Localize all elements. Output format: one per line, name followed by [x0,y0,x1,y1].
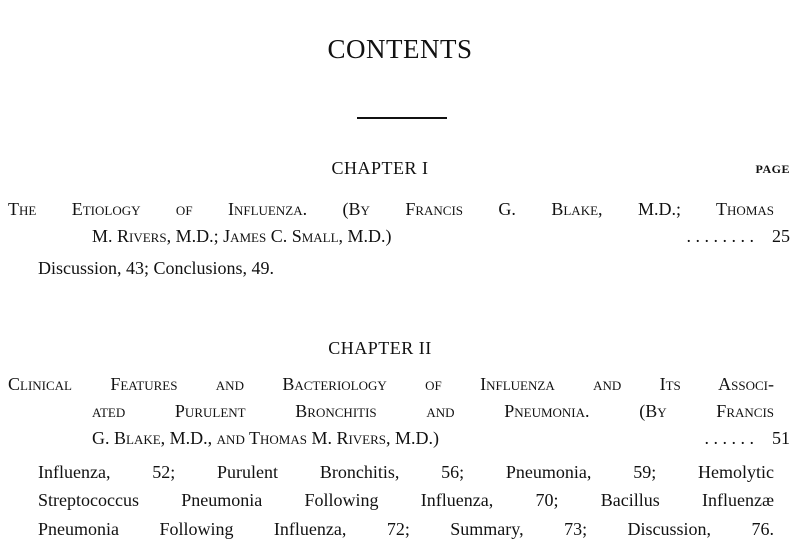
chapter-1-entry-line-2 [92,226,790,247]
chapter-2-entry-line-2: ated Purulent Bronchitis and Pneumonia. (By Francis [92,401,774,421]
contents-title: CONTENTS [327,34,473,64]
leader-dots: . . . . . . [704,428,754,448]
chapter-1-page-number[interactable]: 25 [772,226,790,246]
chapter-1-entry-line-1: The Etiology of Influenza. (By Francis G. Blake, M.D.; Thomas [8,199,774,219]
chapter-2-page-number[interactable]: 51 [772,428,790,448]
chapter-2-subentries-line-2: Streptococcus Pneumonia Following Influenza, 70; Bacillus Influenzæ [38,490,774,510]
chapter-2-entry-authors: G. Blake, M.D., and Thomas M. Rivers, M.D.) [92,428,440,448]
title-divider [357,117,447,119]
chapter-1-entry-authors: M. Rivers, M.D.; James C. Small, M.D.) [92,226,392,246]
leader-dots: . . . . . . . . [686,226,754,246]
chapter-2-heading: CHAPTER II [328,338,432,358]
chapter-2-entry-line-1: Clinical Features and Bacteriology of Influenza and Its Associ- [8,374,774,394]
chapter-2-subentries-line-3: Pneumonia Following Influenza, 72; Summary, 73; Discussion, 76. [38,519,774,539]
chapter-1-subentries: Discussion, 43; Conclusions, 49. [38,258,275,278]
chapter-2-subentries-line-1: Influenza, 52; Purulent Bronchitis, 56; Pneumonia, 59; Hemolytic [38,462,774,482]
chapter-2-entry-line-3 [92,428,790,449]
chapter-1-heading: CHAPTER I [331,158,429,178]
page-column-label: PAGE [755,162,790,176]
